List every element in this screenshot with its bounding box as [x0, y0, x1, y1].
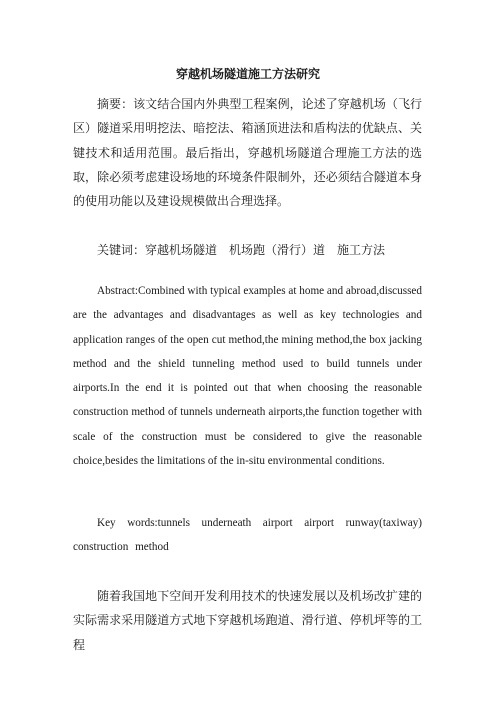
- abstract-en: Abstract:Combined with typical examples at home and abroad,discussed are the advantages and disadvantages as well as key technologies and application ranges of the open cut method,the mining method,the box jacking method and the shield tunneling method used to build tunnels under airports.In the end it is pointed out that when choosing the reasonable construction method of tunnels underneath airports,the function together with scale of the construction must be considered to give the reasonable choice,besides the limitations of the in-situ environmental conditions.: [73, 285, 422, 468]
- abstract-en-block: [73, 279, 422, 473]
- keywords-zh-block: [73, 238, 422, 262]
- keywords-zh: 关键词：穿越机场隧道 机场跑（滑行）道 施工方法: [97, 243, 386, 257]
- keywords-en: Key words:tunnels underneath airport airport runway(taxiway) construction method: [73, 517, 422, 554]
- body-paragraph: 随着我国地下空间开发利用技术的快速发展以及机场改扩建的实际需求采用隧道方式地下穿越机场跑道、滑行道、停机坪等的工程: [73, 589, 422, 652]
- keywords-en-block: [73, 511, 422, 560]
- abstract-zh-block: [73, 92, 422, 213]
- body-paragraph-block: [73, 584, 422, 657]
- abstract-zh: 摘要：该文结合国内外典型工程案例，论述了穿越机场（飞行区）隧道采用明挖法、暗挖法、箱涵顶进法和盾构法的优缺点、关键技术和适用范围。最后指出，穿越机场隧道合理施工方法的选取，除必须考虑建设场地的环境条件限制外，还必须结合隧道本身的使用功能以及建设规模做出合理选择。: [73, 97, 422, 209]
- document-title: 穿越机场隧道施工方法研究: [175, 67, 320, 81]
